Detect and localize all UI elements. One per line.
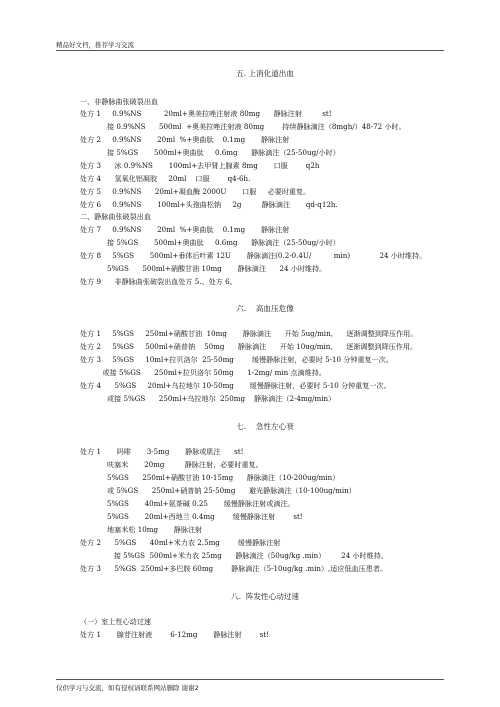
prescription-line: 接 5%GS 500ml+米力农 25mg 静脉滴注（50ug/kg .min） 24 小时维持。: [80, 551, 388, 560]
section-acute-heart-failure: [80, 421, 450, 575]
prescription-line: 接 0.9%NS 500ml +奥美拉唑注射液 80mg 持续静脉滴注（8mgh/）48-72 小时。: [80, 122, 406, 131]
header-divider: [56, 50, 444, 51]
prescription-line: 或接 5%GS 250ml+拉贝洛尔 50mg 1-2mg/ min 点滴维持。: [80, 368, 326, 377]
subsection-heading: 二、静脉曲张破裂出血: [80, 212, 151, 221]
prescription-line: 处方 6 0.9%NS 100ml+头孢曲松钠 2g 静脉滴注 qd-q12h.: [80, 200, 338, 209]
prescription-line: 处方 2 5%GS 40ml+米力农 2.5mg 缓慢静脉注射: [80, 538, 281, 547]
prescription-line: 处方 3 冰 0.9%NS 100ml+去甲肾上腺素 8mg 口服 q2h: [80, 161, 320, 170]
prescription-line: 或接 5%GS 250ml+乌拉地尔 250mg 静脉滴注（2-4mg/min）: [80, 394, 336, 403]
prescription-line: 地塞米松 10mg 静脉注射: [80, 525, 203, 534]
prescription-line: 处方 4 5%GS 20ml+乌拉地尔 10-50mg 缓慢静脉注射，必要时 5-10 分钟重复一次。: [80, 381, 391, 390]
footer-divider: [56, 679, 444, 680]
prescription-line: 5%GS 250ml+硝酸甘油 10-15mg 静脉滴注（10-200ug/min）: [80, 473, 340, 482]
prescription-line: 处方 8 5%GS 500ml+垂体后叶素 12U 静脉滴注(0.2-0.4U/ min) 24 小时维持。: [80, 251, 427, 260]
section-title: 六. 高血压危像: [236, 304, 294, 313]
prescription-line: 接 5%GS 500ml+奥曲肽 0.6mg 静脉滴注（25-50ug/小时）: [80, 148, 340, 157]
section-gi-bleeding: [80, 68, 450, 288]
prescription-line: 5%GS 20ml+西地兰 0.4mg 缓慢静脉注射 st!: [80, 512, 303, 521]
prescription-line: 处方 1 腺苷注射液 6-12mg 静脉注射 st!: [80, 630, 269, 639]
prescription-line: 处方 1 5%GS 250ml+硝酸甘油 10mg 静脉滴注 开始 5ug/min, 逐渐调整到降压作用。: [80, 329, 418, 338]
prescription-line: 或 5%GS 250ml+硝普钠 25-50mg 避光静脉滴注（10-100ug/min）: [80, 486, 356, 495]
prescription-line: 处方 3 5%GS 250ml+多巴胺 60mg 静脉滴注（5-10ug/kg .min）,适应低血压患者。: [80, 564, 388, 573]
prescription-line: 处方 9 非静脉曲张破裂出血处方 5.、处方 6。: [80, 277, 237, 286]
section-title: 七. 急性左心衰: [236, 422, 294, 431]
prescription-line: 处方 2 5%GS 500ml+硝普钠 50mg 静脉滴注 开始 10ug/min, 逐渐调整到降压作用。: [80, 342, 418, 351]
page-footer: 仅供学习与交流，如有侵权请联系网站删除 谢谢2: [56, 684, 199, 692]
section-title: 八. 阵发性心动过速: [231, 592, 299, 601]
prescription-line: 处方 5 0.9%NS 20ml+凝血酶 2000U 口服 必要时重复。: [80, 187, 311, 196]
prescription-line: 处方 7 0.9%NS 20ml %+奥曲肽 0.1mg 静脉注射: [80, 225, 290, 234]
page-header: 精品好文档，推荐学习交流: [56, 41, 134, 49]
prescription-line: 处方 1 吗啡 3-5mg 静脉或肌注 st!: [80, 447, 244, 456]
subsection-heading: （一）室上性心动过速: [80, 617, 151, 626]
document-body: [80, 68, 450, 641]
subsection-heading: 一、非静脉曲张破裂出血: [80, 97, 159, 106]
prescription-line: 5%GS 40ml+氨茶碱 0.25 缓慢静脉注射或滴注。: [80, 499, 295, 508]
prescription-line: 处方 4 氢氧化铝凝胶 20ml 口服 q4-6h.: [80, 174, 251, 183]
section-hypertensive-crisis: [80, 303, 450, 405]
prescription-line: 处方 2 0.9%NS 20ml %+奥曲肽 0.1mg 静脉注射: [80, 135, 290, 144]
prescription-line: 呋塞米 20mg 静脉注射，必要时重复。: [80, 460, 263, 469]
prescription-line: 处方 3 5%GS 10ml+拉贝洛尔 25-50mg 缓慢静脉注射，必要时 5-10 分钟重复一次。: [80, 355, 393, 364]
prescription-line: 5%GS 500ml+硝酸甘油 10mg 静脉滴注 24 小时维持。: [80, 264, 327, 273]
prescription-line: 处方 1 0.9%NS 20ml+奥美拉唑注射液 80mg 静脉注射 st!: [80, 109, 332, 118]
prescription-line: 接 5%GS 500ml+奥曲肽 0.6mg 静脉滴注（25-50ug/小时）: [80, 238, 340, 247]
section-title: 五. 上消化道出血: [236, 69, 294, 78]
section-paroxysmal-tachycardia: [80, 591, 450, 641]
